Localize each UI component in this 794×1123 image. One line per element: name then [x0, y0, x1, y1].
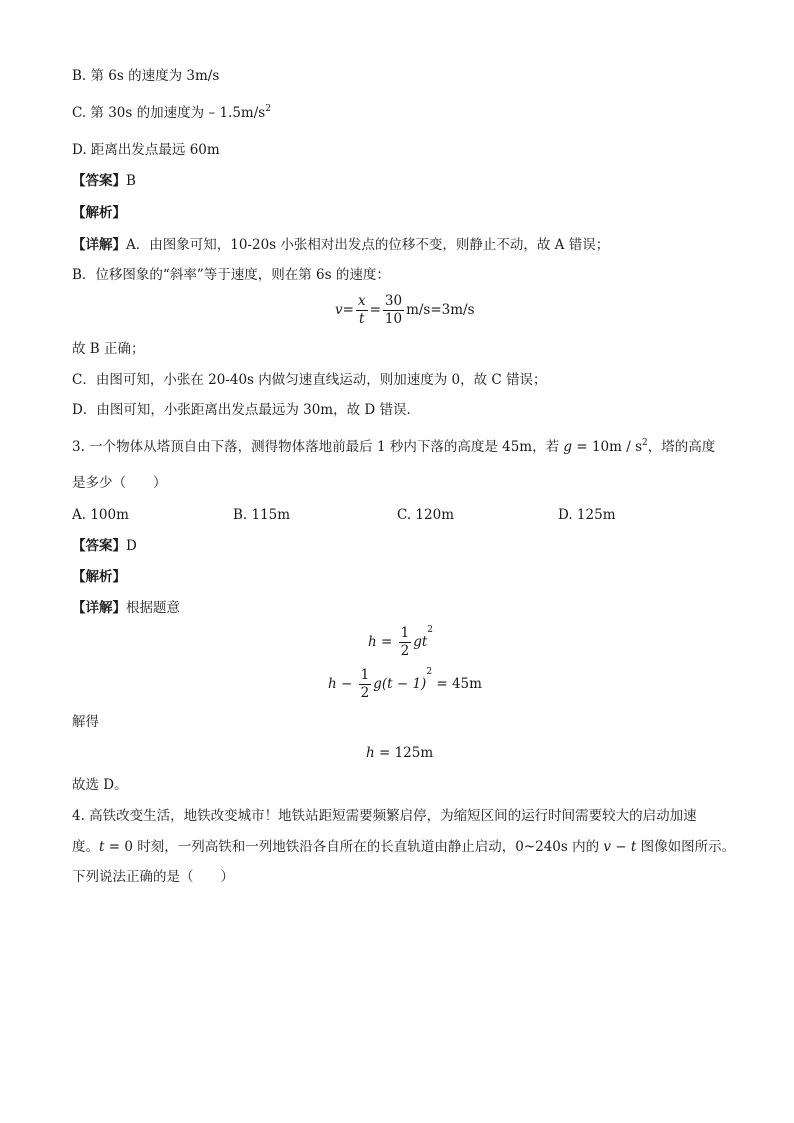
detail-a-text: A．由图象可知，10-20s 小张相对出发点的位移不变，则静止不动，故 A 错误；	[126, 237, 610, 253]
velocity-formula	[335, 293, 475, 328]
q3-option-a: A. 100m	[72, 507, 129, 523]
answer-value: B	[126, 173, 136, 189]
formula-frac-30-10: $\frac{30}{10}$	[384, 293, 403, 327]
option-c-sup: 2	[265, 104, 271, 114]
option-c	[72, 104, 271, 122]
detail-c: C．由图可知，小张在 20-40s 内做匀速直线运动，则加速度为 0，故 C 错误；	[72, 372, 547, 388]
q3-equation-1: h = $\frac{1}{2}$ $gt^2$	[368, 625, 434, 659]
formula-lhs: v=	[335, 302, 354, 318]
analysis-label-q3: 【解析】	[72, 569, 126, 585]
q3-detail: 【详解】根据题意	[72, 600, 180, 616]
detail-b: B．位移图象的“斜率”等于速度，则在第 6s 的速度：	[72, 267, 390, 283]
q3-equation-2: h − $\frac{1}{2}$ $g(t - 1)^2 = 45m$	[328, 667, 482, 701]
q3-option-d: D. 125m	[558, 507, 616, 523]
option-d: D. 距离出发点最远 60m	[72, 142, 220, 158]
detail-a	[72, 236, 609, 254]
formula-rest: m/s=3m/s	[406, 302, 475, 318]
formula-eq: =	[369, 302, 381, 318]
formula-frac-x-t: $\frac{x}{t}$	[357, 293, 366, 327]
q3-stem-line1: 3. 一个物体从塔顶自由下落，测得物体落地前最后 1 秒内下落的高度是 45m，若 $g = 10m / s^2$，塔的高度	[72, 438, 716, 455]
answer-label: 【答案】	[72, 173, 126, 189]
analysis-label-q2: 【解析】	[72, 205, 126, 221]
q3-conclusion: 故选 D。	[72, 777, 128, 793]
q3-option-c: C. 120m	[397, 507, 454, 523]
option-b: B. 第 6s 的速度为 3m/s	[72, 68, 220, 84]
q3-solve-label: 解得	[72, 714, 99, 730]
option-c-text: C. 第 30s 的加速度为 – 1.5m/s	[72, 105, 266, 121]
q4-stem-line3: 下列说法正确的是（ ）	[72, 869, 234, 885]
q3-option-b: B. 115m	[233, 507, 291, 523]
detail-label: 【详解】	[72, 237, 126, 253]
q3-stem-line2: 是多少（ ）	[72, 475, 167, 491]
q3-result: h = 125m	[366, 745, 434, 761]
answer-line-q2	[72, 172, 136, 190]
conclusion-b: 故 B 正确；	[72, 341, 145, 357]
q4-stem-line1: 4. 高铁改变生活，地铁改变城市！地铁站距短需要频繁启停，为缩短区间的运行时间需要较大的启动加速	[72, 808, 697, 824]
answer-line-q3: 【答案】D	[72, 538, 137, 554]
detail-d: D．由图可知，小张距离出发点最远为 30m，故 D 错误．	[72, 402, 421, 418]
q4-stem-line2: 度。t = 0 时刻，一列高铁和一列地铁沿各自所在的长直轨道由静止启动，0~240s 内的 v − t 图像如图所示。	[72, 839, 736, 855]
